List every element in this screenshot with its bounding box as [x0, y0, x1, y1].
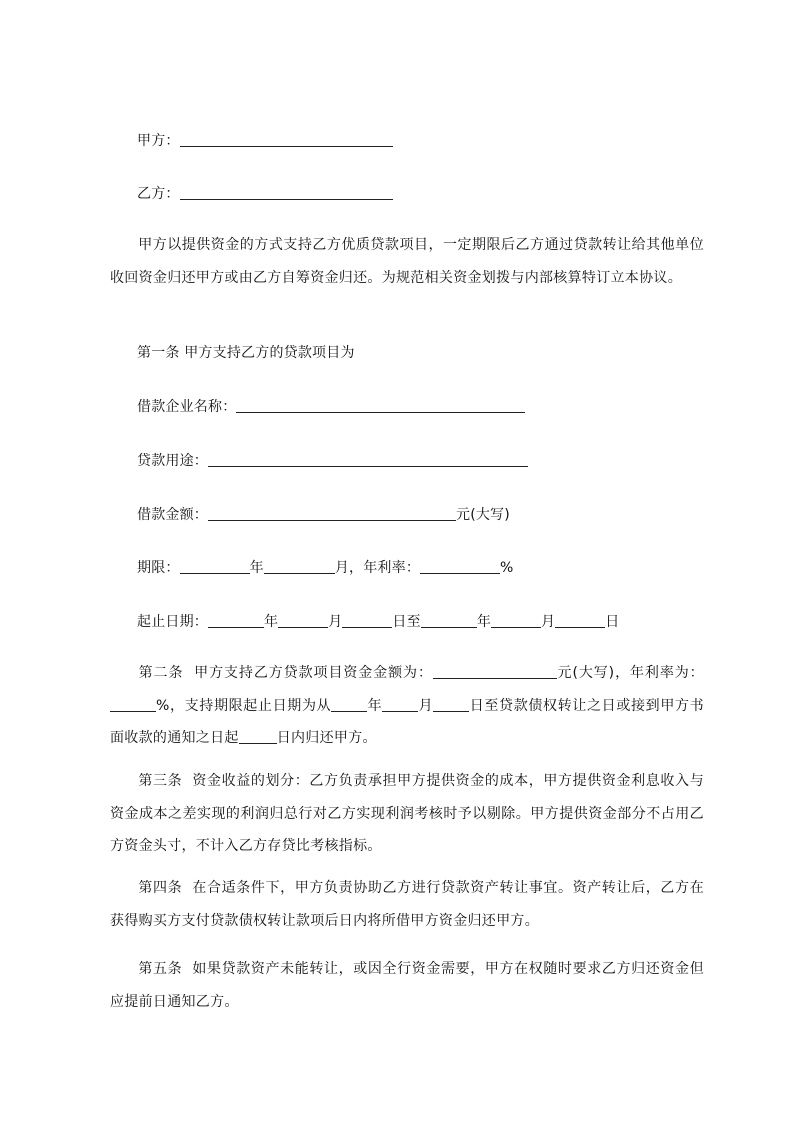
- borrower-name-blank[interactable]: [236, 398, 525, 413]
- article5-paragraph: [110, 953, 704, 1018]
- article2-amount-blank[interactable]: [433, 664, 557, 679]
- end-year-blank[interactable]: [421, 613, 477, 628]
- borrower-name-label: 借款企业名称：: [137, 399, 237, 415]
- end-year-unit: 年: [476, 614, 492, 630]
- rate-blank[interactable]: [420, 559, 500, 574]
- article2-text-4: 日至贷款债权转让之日或接到甲方书面收款的通知之日起: [110, 697, 704, 746]
- article2-days-blank[interactable]: [239, 729, 277, 744]
- party-a-label: 甲方：: [137, 133, 180, 149]
- start-month-blank[interactable]: [278, 613, 328, 628]
- start-day-blank[interactable]: [342, 613, 392, 628]
- party-a-blank[interactable]: [180, 132, 393, 147]
- article2-rate-blank[interactable]: [110, 697, 156, 712]
- article2-day-blank[interactable]: [433, 697, 469, 712]
- loan-amount-suffix: 元(大写): [456, 507, 510, 523]
- article2-text-3: %，支持期限起止日期为从: [156, 697, 332, 714]
- article3-paragraph: [110, 765, 704, 863]
- preamble-paragraph: [110, 229, 704, 294]
- end-month-blank[interactable]: [491, 613, 541, 628]
- term-month-blank[interactable]: [264, 559, 335, 574]
- end-day-unit: 日: [605, 614, 620, 630]
- article5-text: 如果贷款资产未能转让，或因全行资金需要，甲方在权随时要求乙方归还资金但应提前日通知乙方。: [110, 961, 704, 1010]
- article2-year-unit: 年: [367, 697, 383, 714]
- start-month-unit: 月: [328, 614, 343, 630]
- start-year-unit: 年: [264, 614, 279, 630]
- dates-label: 起止日期：: [137, 614, 208, 630]
- loan-amount-blank[interactable]: [208, 506, 456, 521]
- article4-text: 在合适条件下，甲方负责协助乙方进行贷款资产转让事宜。资产转让后，乙方在获得购买方支付贷款债权转让款项后日内将所借甲方资金归还甲方。: [110, 880, 704, 929]
- loan-purpose-label: 贷款用途：: [137, 453, 208, 469]
- article2-month-unit: 月: [418, 697, 434, 714]
- article3-text: 资金收益的划分：乙方负责承担甲方提供资金的成本，甲方提供资金利息收入与资金成本之差实现的利润归总行对乙方实现利润考核时予以剔除。甲方提供资金部分不占用乙方资金头寸，不计入乙方存贷比考核指标。: [110, 773, 704, 854]
- rate-label: ，年利率：: [349, 560, 421, 576]
- loan-amount-line: [137, 505, 510, 525]
- article2-text-1: 甲方支持乙方贷款项目资金金额为：: [194, 665, 433, 681]
- article4-heading: 第四条: [138, 880, 183, 896]
- start-day-unit: 日: [392, 614, 407, 630]
- term-label: 期限：: [137, 560, 180, 576]
- article3-heading: 第三条: [138, 773, 183, 789]
- article2-text-5: 日内归还甲方。: [276, 730, 377, 746]
- end-month-unit: 月: [541, 614, 556, 630]
- borrower-name-line: [137, 397, 525, 417]
- article2-heading: 第二条: [138, 665, 184, 681]
- article2-year-blank[interactable]: [331, 697, 367, 712]
- article2-text-2: 元(大写)，年利率为：: [556, 665, 704, 681]
- start-year-blank[interactable]: [208, 613, 264, 628]
- article2-month-blank[interactable]: [382, 697, 418, 712]
- end-day-blank[interactable]: [555, 613, 605, 628]
- dates-line: [137, 612, 619, 632]
- term-line: [137, 558, 514, 578]
- rate-percent: %: [500, 560, 514, 576]
- dates-to: 至: [406, 614, 421, 630]
- term-year-blank[interactable]: [180, 559, 250, 574]
- preamble-text: 甲方以提供资金的方式支持乙方优质贷款项目，一定期限后乙方通过贷款转让给其他单位收回资金归还甲方或由乙方自筹资金归还。为规范相关资金划拨与内部核算特订立本协议。: [110, 237, 704, 286]
- article4-paragraph: [110, 872, 704, 937]
- article5-heading: 第五条: [138, 961, 183, 977]
- party-b-blank[interactable]: [180, 185, 393, 200]
- loan-purpose-line: [137, 451, 528, 471]
- party-b-label: 乙方：: [137, 186, 180, 202]
- loan-amount-label: 借款金额：: [137, 507, 208, 523]
- article2-paragraph: [110, 657, 704, 755]
- party-a-line: [137, 131, 393, 151]
- party-b-line: [137, 184, 393, 204]
- article1-heading: 第一条 甲方支持乙方的贷款项目为: [137, 345, 355, 361]
- loan-purpose-blank[interactable]: [208, 452, 528, 467]
- term-year-unit: 年: [249, 560, 264, 576]
- term-month-unit: 月: [334, 560, 350, 576]
